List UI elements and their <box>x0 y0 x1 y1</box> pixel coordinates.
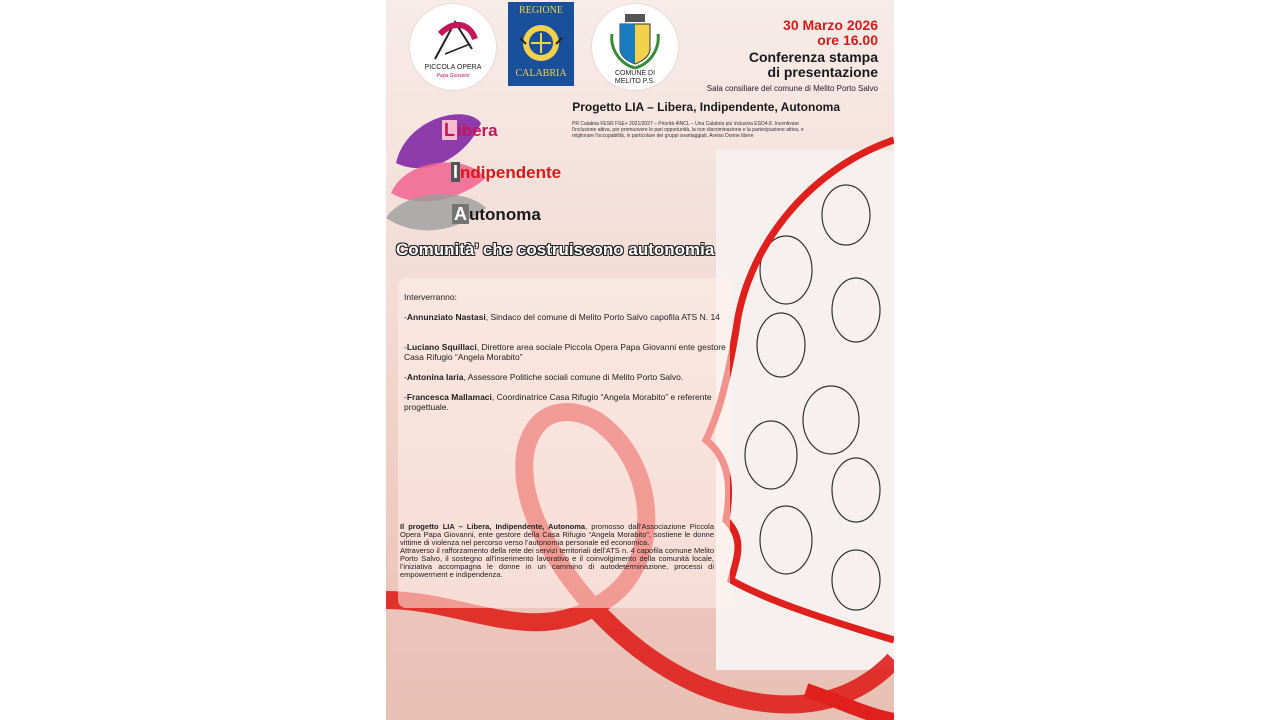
speaker-item: -Luciano Squillaci, Direttore area sociale Piccola Opera Papa Giovanni ente gestore Casa Rifugio “Angela Morabito” <box>404 342 726 362</box>
regione-line1: REGIONE <box>519 5 563 16</box>
speaker-name: Francesca Mallamaci <box>406 392 492 402</box>
speaker-role: , Sindaco del comune di Melito Porto Salvo capofila ATS N. 14 <box>485 312 720 322</box>
comune-melito-logo <box>592 4 678 90</box>
piccola-opera-logo <box>410 4 496 90</box>
speakers-intro: Interverranno: <box>404 292 457 302</box>
speaker-role: , Coordinatrice Casa Rifugio “Angela Morabito” e referente progettuale. <box>404 392 712 412</box>
venue-text: Sala consiliare del comune di Melito Porto Salvo <box>706 84 878 93</box>
speaker-item: -Annunziato Nastasi, Sindaco del comune di Melito Porto Salvo capofila ATS N. 14 <box>404 312 720 322</box>
speaker-name: Antonina Iaria <box>406 372 464 382</box>
funding-note: PR Calabria FESR FSE+ 2021/2027 – Priorità 4INCL – Una Calabria più inclusiva ESO4.8. Incentivare l'inclusione attiva, per promuovere le pari opportunità, la non discriminazione e la partecipazione attiva, e migliorare l'occupabilità, in particolare dei gruppi svantaggiati. Avviso Donne libere <box>572 121 804 139</box>
speaker-role: , Assessore Politiche sociali comune di Melito Porto Salvo. <box>463 372 684 382</box>
regione-calabria-logo <box>508 2 574 86</box>
speaker-item: -Francesca Mallamaci, Coordinatrice Casa Rifugio “Angela Morabito” e referente progettuale. <box>404 392 712 412</box>
speaker-name: Luciano Squillaci <box>406 342 477 352</box>
piccola-opera-text: PICCOLA OPERA <box>424 64 482 71</box>
project-description <box>400 523 714 579</box>
lia-letter-i <box>451 162 561 183</box>
tagline: Comunità’ che costruiscono autonomia <box>396 240 715 259</box>
lia-a-word: utonoma <box>469 205 541 224</box>
conference-line2: di presentazione <box>767 64 878 80</box>
event-time: ore 16.00 <box>817 32 878 48</box>
lia-l-initial: L <box>444 120 455 140</box>
event-date: 30 Marzo 2026 <box>783 17 878 33</box>
description-body: , promosso dall’Associazione Piccola Opera Papa Giovanni, ente gestore della Casa Rifugio “Angela Morabito”, sostiene le donne vittime di violenza nel percorso verso l’autonomia personale ed economica. <box>400 522 714 547</box>
event-date-time <box>783 18 878 48</box>
project-title: Progetto LIA – Libera, Indipendente, Autonoma <box>572 100 840 114</box>
lia-letter-l <box>442 120 498 141</box>
lia-i-initial: I <box>453 162 459 182</box>
poster <box>386 0 894 720</box>
lia-a-initial: A <box>454 204 467 224</box>
lia-letter-a <box>452 204 541 225</box>
conference-line1: Conferenza stampa <box>748 49 878 65</box>
speaker-role: , Direttore area sociale Piccola Opera Papa Giovanni ente gestore Casa Rifugio “Angela Morabito” <box>404 342 726 362</box>
regione-line2: CALABRIA <box>515 68 567 79</box>
comune-line2: MELITO P.S. <box>614 78 656 85</box>
piccola-opera-subtext: Papa Giovanni <box>436 73 470 79</box>
lia-l-word: ibera <box>457 121 498 140</box>
speaker-item: -Antonina Iaria, Assessore Politiche sociali comune di Melito Porto Salvo. <box>404 372 684 382</box>
comune-line1: COMUNE DI <box>614 70 656 77</box>
lia-i-word: ndipendente <box>460 163 562 182</box>
regione-crest-icon <box>508 18 574 68</box>
speaker-name: Annunziato Nastasi <box>406 312 486 322</box>
description-lead: Il progetto LIA – Libera, Indipendente, Autonoma <box>400 522 586 531</box>
conference-title <box>749 50 878 80</box>
description-para2: Attraverso il rafforzamento della rete dei servizi territoriali dell’ATS n. 4 capofila comune Melito Porto Salvo, il sostegno all’inserimento lavorativo e il coinvolgimento della comunità locale, l’iniziativa accompagna le donne in un cammino di autodeterminazione, processi di empowerment e indipendenza. <box>400 546 714 579</box>
